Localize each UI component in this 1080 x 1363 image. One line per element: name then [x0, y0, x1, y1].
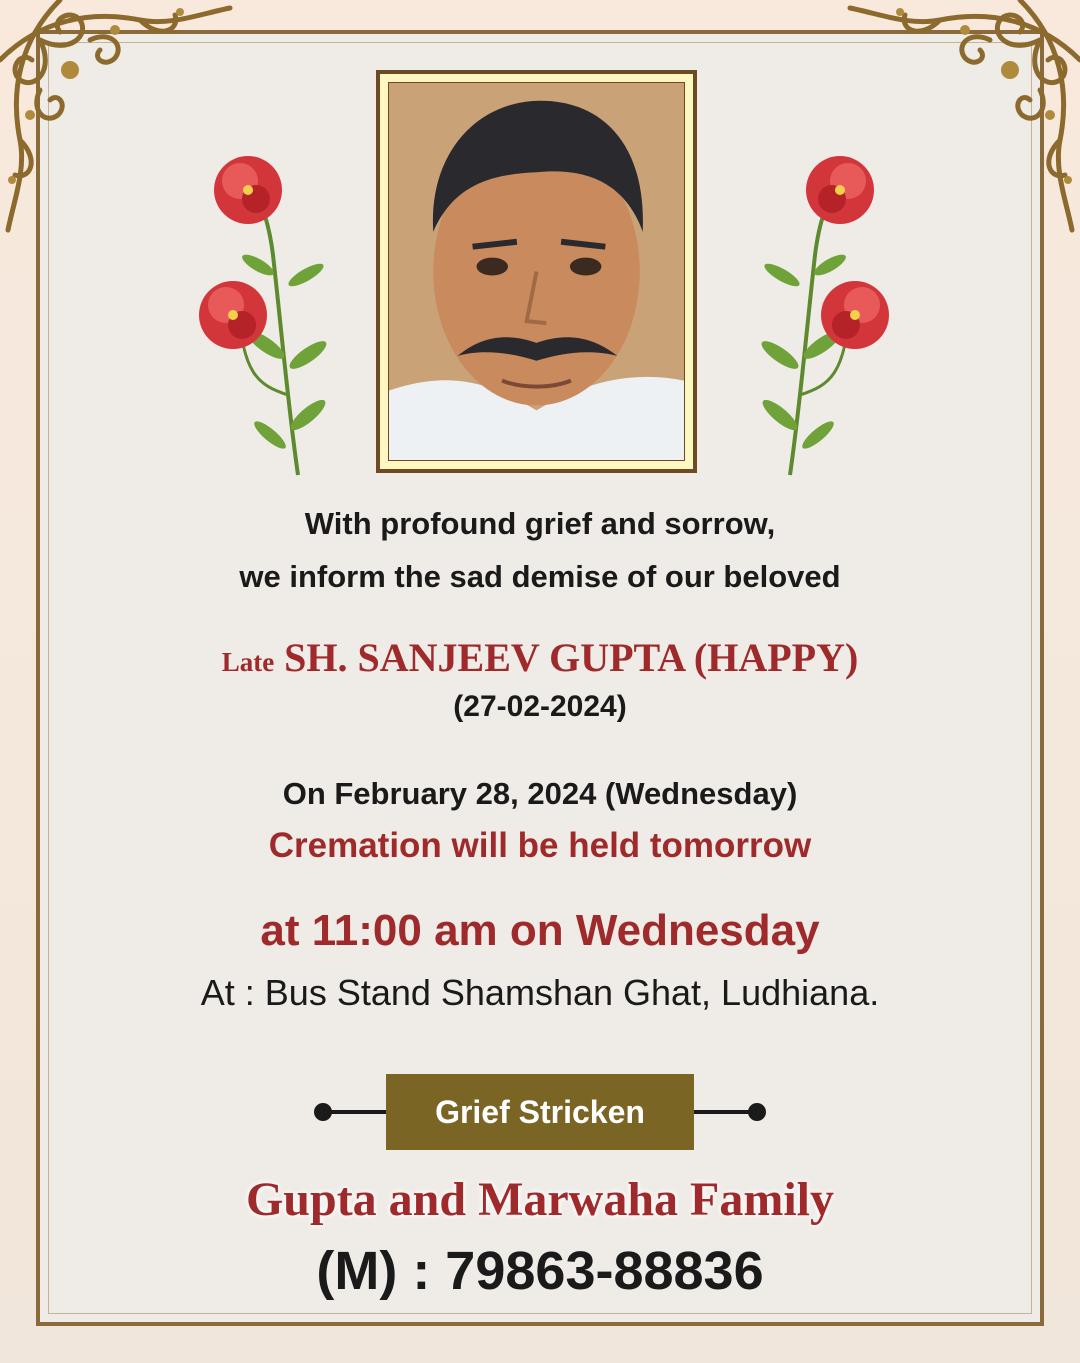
ceremony-time: at 11:00 am on Wednesday — [260, 906, 820, 955]
badge-dot-right — [748, 1103, 766, 1121]
cremation-notice: Cremation will be held tomorrow — [268, 826, 812, 865]
family-name: Gupta and Marwaha Family — [245, 1173, 835, 1226]
ceremony-date: On February 28, 2024 (Wednesday) — [282, 776, 798, 811]
grief-badge-row — [0, 1074, 1080, 1150]
intro-line-2: we inform the sad demise of our beloved — [239, 559, 841, 594]
intro-line-1: With profound grief and sorrow, — [304, 506, 776, 541]
deceased-name-line — [0, 634, 1080, 681]
name-prefix: Late — [221, 647, 275, 677]
grief-stricken-badge: Grief Stricken — [386, 1074, 694, 1150]
flower-decoration-left — [188, 145, 358, 485]
badge-rule-left — [324, 1110, 386, 1114]
badge-dot-left — [314, 1103, 332, 1121]
portrait-frame — [376, 70, 697, 473]
portrait-photo — [388, 82, 685, 461]
ceremony-venue: At : Bus Stand Shamshan Ghat, Ludhiana. — [200, 972, 880, 1013]
death-date: (27-02-2024) — [453, 690, 627, 723]
contact-phone: (M) : 79863-88836 — [316, 1241, 764, 1301]
badge-rule-right — [694, 1110, 756, 1114]
deceased-name: SH. SANJEEV GUPTA (HAPPY) — [284, 635, 859, 680]
flower-decoration-right — [730, 145, 900, 485]
